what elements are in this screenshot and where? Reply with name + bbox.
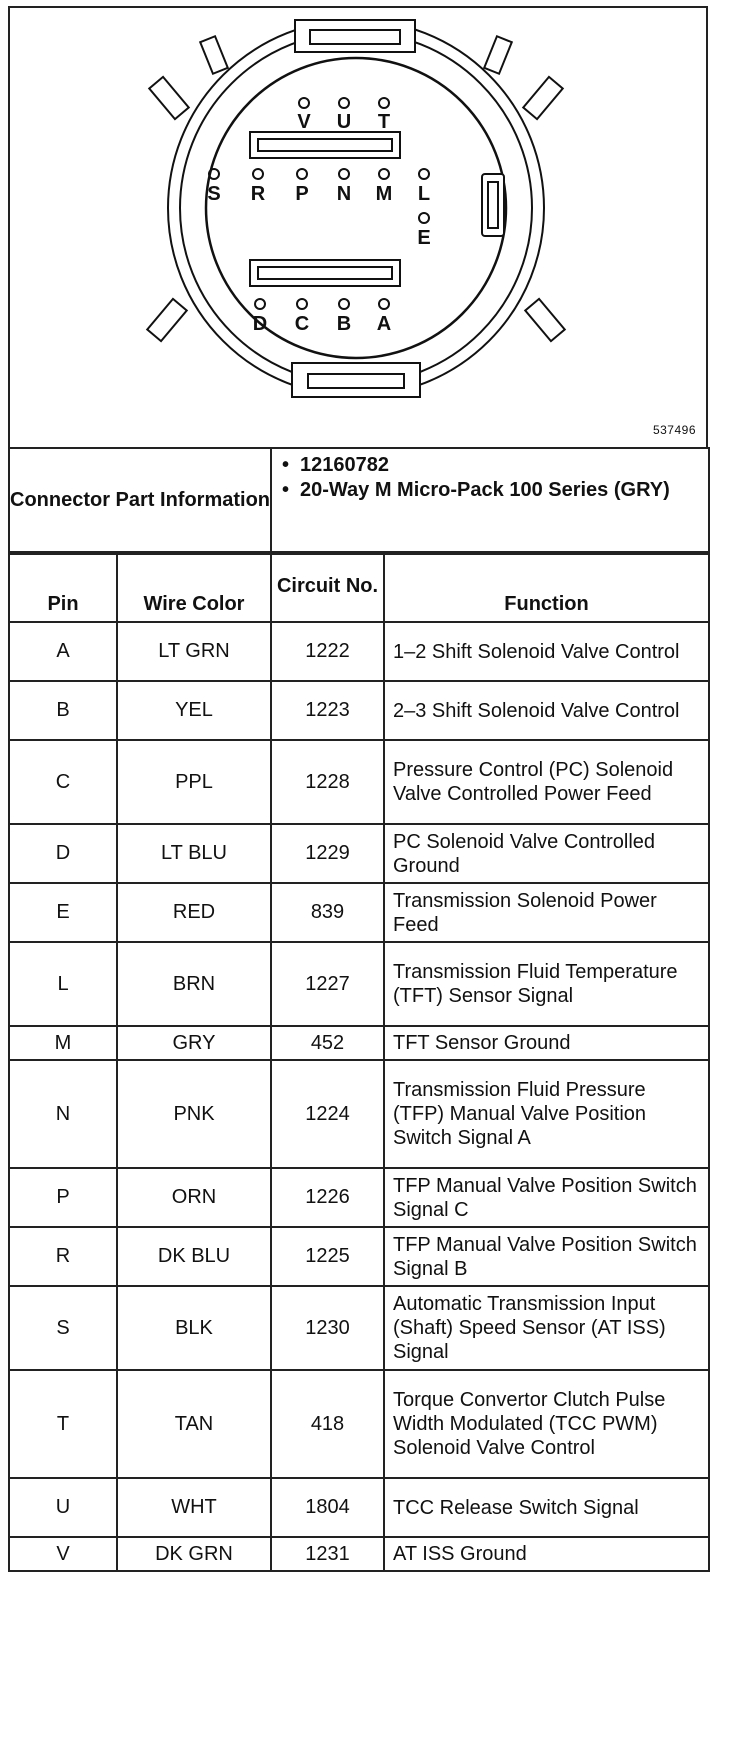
pin-cell: T [9,1370,117,1478]
table-row [9,1168,709,1227]
part-info-table [8,447,710,553]
wire-color-cell: WHT [117,1478,271,1537]
circuit-cell: 418 [271,1370,384,1478]
wire-color-cell: PNK [117,1060,271,1168]
circuit-cell: 839 [271,883,384,942]
circuit-cell: 1230 [271,1286,384,1370]
header-circuit: Circuit No. [271,554,384,622]
circuit-cell: 1804 [271,1478,384,1537]
table-row [9,740,709,824]
pin-label-s: S [207,183,221,205]
function-cell: 2–3 Shift Solenoid Valve Control [384,681,709,740]
circuit-cell: 1229 [271,824,384,883]
circuit-cell: 1226 [271,1168,384,1227]
table-row [9,1478,709,1537]
pin-label-t: T [377,111,391,133]
pin-label-r: R [250,183,266,205]
function-cell: Automatic Transmission Input (Shaft) Speed Sensor (AT ISS) Signal [384,1286,709,1370]
function-cell: TFP Manual Valve Position Switch Signal B [384,1227,709,1286]
wire-color-cell: DK BLU [117,1227,271,1286]
part-number: • 12160782 [282,453,698,478]
figure-number: 537496 [652,423,696,437]
wire-color-cell: YEL [117,681,271,740]
pin-cell: E [9,883,117,942]
table-row [9,1026,709,1060]
part-info-label: Connector Part Information [9,448,271,552]
pinout-rows [9,622,709,1571]
pin-label-a: A [376,313,392,335]
pin-cell: L [9,942,117,1026]
pinout-table [8,553,710,1572]
header-function: Function [384,554,709,622]
connector-face-drawing [10,8,706,447]
pin-cell: U [9,1478,117,1537]
pin-cell: M [9,1026,117,1060]
table-row [9,1537,709,1571]
pin-cell: D [9,824,117,883]
connector-type: • 20-Way M Micro-Pack 100 Series (GRY) [282,478,698,503]
pin-label-c: C [294,313,310,335]
function-cell: TCC Release Switch Signal [384,1478,709,1537]
wire-color-cell: TAN [117,1370,271,1478]
circuit-cell: 1223 [271,681,384,740]
pin-label-l: L [417,183,431,205]
connector-sheet [8,6,708,1572]
circuit-cell: 1224 [271,1060,384,1168]
circuit-cell: 452 [271,1026,384,1060]
pin-label-n: N [336,183,352,205]
pin-label-v: V [297,111,311,133]
header-pin: Pin [9,554,117,622]
function-cell: Transmission Fluid Pressure (TFP) Manual Valve Position Switch Signal A [384,1060,709,1168]
table-row [9,681,709,740]
wire-color-cell: LT GRN [117,622,271,681]
pin-label-b: B [336,313,352,335]
wire-color-cell: LT BLU [117,824,271,883]
circuit-cell: 1225 [271,1227,384,1286]
function-cell: TFP Manual Valve Position Switch Signal C [384,1168,709,1227]
function-cell: PC Solenoid Valve Controlled Ground [384,824,709,883]
function-cell: Torque Convertor Clutch Pulse Width Modulated (TCC PWM) Solenoid Valve Control [384,1370,709,1478]
function-cell: Transmission Fluid Temperature (TFT) Sensor Signal [384,942,709,1026]
wire-color-cell: BRN [117,942,271,1026]
header-wire-color: Wire Color [117,554,271,622]
table-row [9,824,709,883]
pin-label-u: U [336,111,352,133]
table-row [9,1227,709,1286]
wire-color-cell: ORN [117,1168,271,1227]
function-cell: Pressure Control (PC) Solenoid Valve Controlled Power Feed [384,740,709,824]
pin-label-d: D [252,313,268,335]
circuit-cell: 1231 [271,1537,384,1571]
pin-cell: P [9,1168,117,1227]
pin-cell: N [9,1060,117,1168]
pin-cell: V [9,1537,117,1571]
wire-color-cell: RED [117,883,271,942]
table-row [9,883,709,942]
table-row [9,1370,709,1478]
pin-cell: C [9,740,117,824]
pin-cell: A [9,622,117,681]
wire-color-cell: PPL [117,740,271,824]
function-cell: Transmission Solenoid Power Feed [384,883,709,942]
pin-label-p: P [295,183,309,205]
pin-cell: R [9,1227,117,1286]
pin-label-m: M [375,183,393,205]
wire-color-cell: BLK [117,1286,271,1370]
wire-color-cell: DK GRN [117,1537,271,1571]
connector-diagram [8,6,708,447]
circuit-cell: 1228 [271,740,384,824]
table-row [9,622,709,681]
wire-color-cell: GRY [117,1026,271,1060]
table-row [9,942,709,1026]
pin-cell: S [9,1286,117,1370]
function-cell: TFT Sensor Ground [384,1026,709,1060]
table-row [9,1286,709,1370]
circuit-cell: 1222 [271,622,384,681]
part-info-details [271,448,709,552]
pin-cell: B [9,681,117,740]
function-cell: 1–2 Shift Solenoid Valve Control [384,622,709,681]
pin-label-e: E [417,227,431,249]
table-row [9,1060,709,1168]
function-cell: AT ISS Ground [384,1537,709,1571]
circuit-cell: 1227 [271,942,384,1026]
